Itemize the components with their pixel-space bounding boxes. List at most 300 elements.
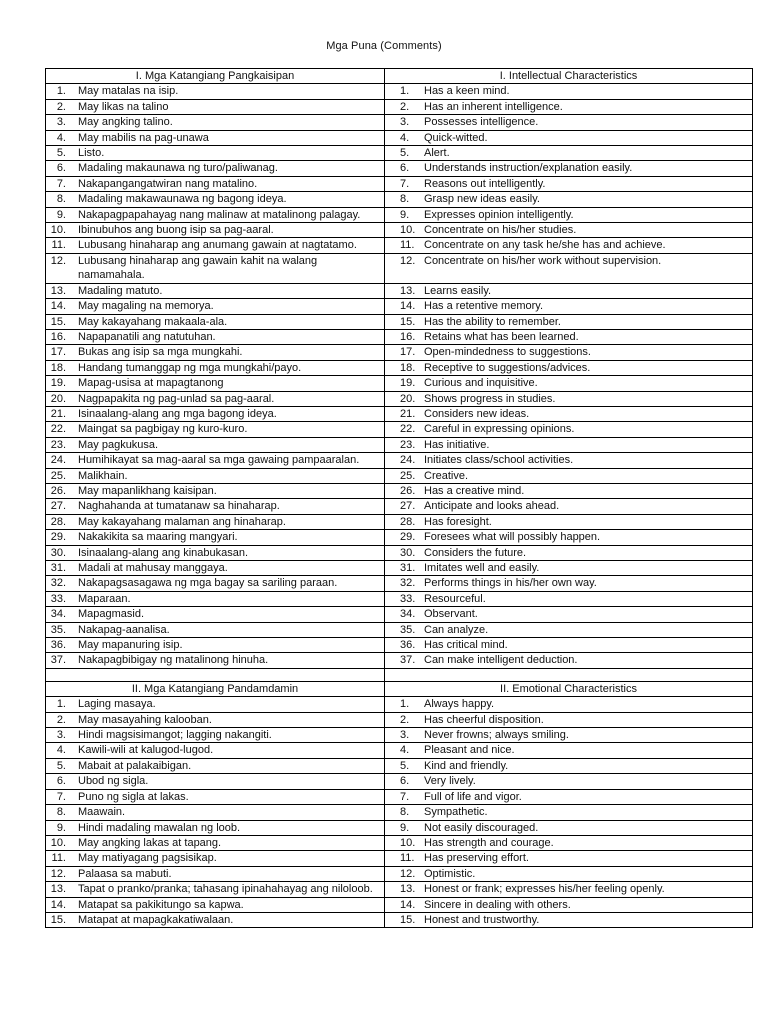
item-text-filipino: Nakapagbibigay ng matalinong hinuha. xyxy=(78,654,269,667)
list-item xyxy=(50,728,380,742)
cell-filipino xyxy=(46,499,385,514)
table-row xyxy=(46,882,753,897)
cell-english xyxy=(385,406,753,421)
list-item xyxy=(50,438,380,452)
cell-english xyxy=(385,728,753,743)
cell-english xyxy=(385,360,753,375)
cell-english xyxy=(385,774,753,789)
cell-english xyxy=(385,99,753,114)
item-text-filipino: May pagkukusa. xyxy=(78,438,159,451)
section-header-filipino: I. Mga Katangiang Pangkaisipan xyxy=(46,69,385,84)
item-number: 4. xyxy=(56,131,66,144)
cell-english xyxy=(385,283,753,298)
list-item xyxy=(50,100,380,114)
cell-filipino xyxy=(46,283,385,298)
list-item xyxy=(389,299,748,313)
cell-english xyxy=(385,314,753,329)
item-number: 31. xyxy=(400,562,416,574)
cell-filipino xyxy=(46,453,385,468)
item-text-filipino: Listo. xyxy=(78,147,105,160)
item-text-filipino: Malikhain. xyxy=(78,469,128,482)
cell-english xyxy=(385,84,753,99)
cell-filipino xyxy=(46,545,385,560)
item-number: 14. xyxy=(50,898,66,911)
table-row xyxy=(46,712,753,727)
item-number: 25. xyxy=(400,469,416,482)
cell-english xyxy=(385,743,753,758)
item-number: 12. xyxy=(50,254,66,267)
list-item xyxy=(389,759,748,773)
item-text-filipino: Ibinubuhos ang buong isip sa pag-aaral. xyxy=(78,224,274,237)
list-item xyxy=(50,453,380,467)
list-item xyxy=(389,453,748,467)
section-header-english: II. Emotional Characteristics xyxy=(385,681,753,696)
item-text-filipino: Lubusang hinaharap ang gawain kahit na walang namamahala. xyxy=(78,254,318,282)
cell-english xyxy=(385,345,753,360)
item-number: 32. xyxy=(400,577,416,590)
item-text-filipino: May kakayahang malaman ang hinaharap. xyxy=(78,515,286,528)
item-number: 3. xyxy=(400,116,410,129)
item-number: 2. xyxy=(400,100,410,113)
cell-english xyxy=(385,453,753,468)
cell-filipino xyxy=(46,115,385,130)
item-text-filipino: Handang tumanggap ng mga mungkahi/payo. xyxy=(78,361,302,374)
cell-english xyxy=(385,161,753,176)
item-text-filipino: May likas na talino xyxy=(78,100,169,113)
list-item xyxy=(389,821,748,835)
list-item xyxy=(389,115,748,129)
list-item xyxy=(50,284,380,298)
cell-english xyxy=(385,912,753,927)
item-text-english: Shows progress in studies. xyxy=(424,392,556,405)
list-item xyxy=(389,208,748,222)
item-text-english: Alert. xyxy=(424,147,450,160)
item-number: 2. xyxy=(56,100,66,113)
item-text-english: Has an inherent intelligence. xyxy=(424,100,563,113)
item-number: 12. xyxy=(50,867,66,880)
list-item xyxy=(389,422,748,436)
cell-filipino xyxy=(46,314,385,329)
item-number: 13. xyxy=(50,284,66,297)
list-item xyxy=(389,438,748,452)
cell-english xyxy=(385,176,753,191)
list-item xyxy=(50,361,380,375)
cell-english xyxy=(385,483,753,498)
list-item xyxy=(50,882,380,896)
cell-filipino xyxy=(46,758,385,773)
cell-english xyxy=(385,697,753,712)
cell-filipino xyxy=(46,376,385,391)
list-item xyxy=(389,836,748,850)
item-number: 1. xyxy=(400,698,410,711)
item-number: 3. xyxy=(400,729,410,742)
list-item xyxy=(389,728,748,742)
cell-filipino xyxy=(46,468,385,483)
item-number: 13. xyxy=(50,883,66,896)
item-number: 15. xyxy=(50,315,66,328)
item-number: 37. xyxy=(400,654,416,667)
cell-english xyxy=(385,638,753,653)
list-item xyxy=(50,836,380,850)
item-number: 36. xyxy=(400,639,416,652)
list-item xyxy=(389,546,748,560)
cell-english xyxy=(385,499,753,514)
table-row xyxy=(46,422,753,437)
list-item xyxy=(50,131,380,145)
cell-filipino xyxy=(46,84,385,99)
cell-english xyxy=(385,253,753,283)
list-item xyxy=(50,407,380,421)
item-number: 8. xyxy=(400,193,410,206)
cell-filipino xyxy=(46,774,385,789)
item-number: 9. xyxy=(56,821,66,834)
item-text-english: Considers the future. xyxy=(424,546,527,559)
cell-filipino xyxy=(46,192,385,207)
list-item xyxy=(389,469,748,483)
cell-english xyxy=(385,805,753,820)
item-number: 6. xyxy=(56,162,66,175)
cell-filipino xyxy=(46,329,385,344)
list-item xyxy=(50,638,380,652)
list-item xyxy=(50,774,380,788)
item-text-filipino: Lubusang hinaharap ang anumang gawain at nagtatamo. xyxy=(78,239,357,252)
item-number: 34. xyxy=(50,608,66,621)
table-row xyxy=(46,99,753,114)
table-row xyxy=(46,253,753,283)
item-number: 36. xyxy=(50,639,66,652)
cell-filipino xyxy=(46,238,385,253)
cell-filipino xyxy=(46,882,385,897)
spacer-cell xyxy=(46,668,385,681)
cell-filipino xyxy=(46,805,385,820)
list-item xyxy=(389,407,748,421)
item-text-filipino: Laging masaya. xyxy=(78,698,156,711)
list-item xyxy=(50,546,380,560)
item-text-english: Retains what has been learned. xyxy=(424,330,579,343)
section-header-row xyxy=(46,69,753,84)
item-number: 1. xyxy=(400,85,410,98)
item-text-english: Considers new ideas. xyxy=(424,407,530,420)
list-item xyxy=(389,223,748,237)
item-text-filipino: Ubod ng sigla. xyxy=(78,775,149,788)
list-item xyxy=(50,208,380,222)
list-item xyxy=(389,790,748,804)
item-number: 27. xyxy=(400,500,416,513)
item-number: 19. xyxy=(50,377,66,390)
item-text-filipino: Puno ng sigla at lakas. xyxy=(78,790,189,803)
item-text-filipino: Maawain. xyxy=(78,806,126,819)
item-text-filipino: Nakapag-aanalisa. xyxy=(78,623,170,636)
item-text-english: Reasons out intelligently. xyxy=(424,177,546,190)
item-text-english: Initiates class/school activities. xyxy=(424,454,574,467)
item-number: 6. xyxy=(56,775,66,788)
section-header-filipino: II. Mga Katangiang Pandamdamin xyxy=(46,681,385,696)
item-number: 17. xyxy=(50,346,66,359)
list-item xyxy=(389,530,748,544)
item-number: 17. xyxy=(400,346,416,359)
item-text-english: Careful in expressing opinions. xyxy=(424,423,575,436)
table-row xyxy=(46,866,753,881)
cell-filipino xyxy=(46,422,385,437)
item-number: 6. xyxy=(400,775,410,788)
list-item xyxy=(389,713,748,727)
item-text-filipino: Nakakikita sa maaring mangyari. xyxy=(78,531,238,544)
cell-filipino xyxy=(46,851,385,866)
item-number: 5. xyxy=(400,147,410,160)
list-item xyxy=(50,592,380,606)
item-text-filipino: Hindi madaling mawalan ng loob. xyxy=(78,821,241,834)
section-header-row xyxy=(46,681,753,696)
item-number: 29. xyxy=(400,531,416,544)
cell-english xyxy=(385,607,753,622)
list-item xyxy=(50,392,380,406)
list-item xyxy=(389,607,748,621)
item-number: 1. xyxy=(56,85,66,98)
item-number: 30. xyxy=(400,546,416,559)
list-item xyxy=(50,867,380,881)
cell-filipino xyxy=(46,591,385,606)
item-number: 28. xyxy=(400,515,416,528)
item-number: 8. xyxy=(56,193,66,206)
list-item xyxy=(389,638,748,652)
table-row xyxy=(46,283,753,298)
item-number: 21. xyxy=(400,407,416,420)
item-number: 11. xyxy=(400,239,415,252)
item-text-filipino: May mapanuring isip. xyxy=(78,639,183,652)
table-row xyxy=(46,638,753,653)
cell-english xyxy=(385,591,753,606)
item-number: 8. xyxy=(56,806,66,819)
item-number: 20. xyxy=(400,392,416,405)
item-number: 15. xyxy=(400,913,416,926)
list-item xyxy=(50,898,380,912)
list-item xyxy=(389,805,748,819)
item-text-english: Imitates well and easily. xyxy=(424,562,540,574)
list-item xyxy=(389,284,748,298)
cell-english xyxy=(385,207,753,222)
item-text-filipino: May matiyagang pagsisikap. xyxy=(78,852,217,865)
list-item xyxy=(389,499,748,513)
list-item xyxy=(389,697,748,711)
cell-english xyxy=(385,192,753,207)
cell-filipino xyxy=(46,360,385,375)
cell-english xyxy=(385,622,753,637)
item-number: 11. xyxy=(51,852,66,865)
item-number: 4. xyxy=(56,744,66,757)
cell-filipino xyxy=(46,253,385,283)
list-item xyxy=(50,851,380,865)
item-number: 16. xyxy=(400,330,416,343)
item-number: 7. xyxy=(56,177,66,190)
item-number: 9. xyxy=(400,208,410,221)
table-row xyxy=(46,468,753,483)
cell-english xyxy=(385,712,753,727)
list-item xyxy=(389,592,748,606)
cell-english xyxy=(385,653,753,668)
cell-english xyxy=(385,115,753,130)
item-text-english: Pleasant and nice. xyxy=(424,744,515,757)
cell-english xyxy=(385,376,753,391)
list-item xyxy=(389,576,748,590)
list-item xyxy=(389,177,748,191)
item-text-english: Has cheerful disposition. xyxy=(424,713,544,726)
item-text-english: Sincere in dealing with others. xyxy=(424,898,571,911)
table-row xyxy=(46,345,753,360)
cell-filipino xyxy=(46,146,385,161)
list-item xyxy=(389,623,748,637)
cell-english xyxy=(385,758,753,773)
list-item xyxy=(50,484,380,498)
item-number: 20. xyxy=(50,392,66,405)
item-text-filipino: Maparaan. xyxy=(78,592,131,605)
list-item xyxy=(50,345,380,359)
item-number: 34. xyxy=(400,608,416,621)
table-row xyxy=(46,376,753,391)
list-item xyxy=(389,392,748,406)
cell-filipino xyxy=(46,897,385,912)
list-item xyxy=(389,376,748,390)
table-row xyxy=(46,391,753,406)
item-number: 5. xyxy=(56,147,66,160)
table-row xyxy=(46,820,753,835)
item-number: 4. xyxy=(400,744,410,757)
list-item xyxy=(50,469,380,483)
section-header-english: I. Intellectual Characteristics xyxy=(385,69,753,84)
comments-table xyxy=(45,68,753,928)
item-number: 10. xyxy=(400,836,416,849)
item-number: 3. xyxy=(56,729,66,742)
item-text-english: Concentrate on his/her work without supervision. xyxy=(424,254,662,267)
item-number: 23. xyxy=(400,438,416,451)
cell-english xyxy=(385,422,753,437)
item-number: 21. xyxy=(50,407,66,420)
list-item xyxy=(389,484,748,498)
item-number: 35. xyxy=(50,623,66,636)
item-number: 4. xyxy=(400,131,410,144)
list-item xyxy=(50,238,380,252)
cell-english xyxy=(385,329,753,344)
item-text-filipino: Madaling makawaunawa ng bagong ideya. xyxy=(78,193,287,206)
cell-filipino xyxy=(46,697,385,712)
item-number: 15. xyxy=(50,913,66,926)
item-text-filipino: May kakayahang makaala-ala. xyxy=(78,315,228,328)
item-text-filipino: Matapat at mapagkakatiwalaan. xyxy=(78,913,234,926)
cell-english xyxy=(385,897,753,912)
item-number: 14. xyxy=(400,898,416,911)
item-text-english: Quick-witted. xyxy=(424,131,488,144)
list-item xyxy=(50,913,380,927)
cell-filipino xyxy=(46,743,385,758)
cell-filipino xyxy=(46,299,385,314)
cell-filipino xyxy=(46,576,385,591)
item-text-filipino: Madali at mahusay manggaya. xyxy=(78,562,228,574)
item-number: 26. xyxy=(400,484,416,497)
item-number: 33. xyxy=(50,592,66,605)
table-row xyxy=(46,499,753,514)
cell-filipino xyxy=(46,161,385,176)
item-number: 30. xyxy=(50,546,66,559)
list-item xyxy=(389,131,748,145)
item-text-filipino: Bukas ang isip sa mga mungkahi. xyxy=(78,346,243,359)
item-text-filipino: Madaling matuto. xyxy=(78,284,163,297)
cell-english xyxy=(385,820,753,835)
section-spacer-row xyxy=(46,668,753,681)
table-row xyxy=(46,453,753,468)
table-row xyxy=(46,514,753,529)
item-text-english: Very lively. xyxy=(424,775,476,788)
cell-english xyxy=(385,238,753,253)
item-text-english: Resourceful. xyxy=(424,592,486,605)
item-text-filipino: Mapag-usisa at mapagtanong xyxy=(78,377,224,390)
cell-filipino xyxy=(46,130,385,145)
table-row xyxy=(46,84,753,99)
cell-english xyxy=(385,545,753,560)
list-item xyxy=(50,805,380,819)
item-number: 7. xyxy=(56,790,66,803)
item-text-english: Has a retentive memory. xyxy=(424,300,544,313)
item-number: 14. xyxy=(400,300,416,313)
item-text-english: Never frowns; always smiling. xyxy=(424,729,569,742)
item-text-english: Concentrate on his/her studies. xyxy=(424,224,577,237)
table-row xyxy=(46,653,753,668)
item-text-english: Grasp new ideas easily. xyxy=(424,193,540,206)
item-text-english: Has a creative mind. xyxy=(424,484,525,497)
item-text-english: Sympathetic. xyxy=(424,806,488,819)
item-text-english: Can analyze. xyxy=(424,623,489,636)
item-number: 1. xyxy=(56,698,66,711)
cell-filipino xyxy=(46,345,385,360)
list-item xyxy=(389,238,748,252)
item-number: 27. xyxy=(50,500,66,513)
item-text-english: Has the ability to remember. xyxy=(424,315,561,328)
item-text-english: Honest or frank; expresses his/her feeling openly. xyxy=(424,883,665,896)
item-number: 12. xyxy=(400,867,416,880)
spacer-cell xyxy=(385,668,753,681)
list-item xyxy=(50,192,380,206)
item-text-english: Has a keen mind. xyxy=(424,85,510,98)
table-row xyxy=(46,207,753,222)
list-item xyxy=(50,576,380,590)
item-number: 28. xyxy=(50,515,66,528)
item-text-filipino: May magaling na memorya. xyxy=(78,300,214,313)
table-row xyxy=(46,161,753,176)
cell-filipino xyxy=(46,514,385,529)
cell-filipino xyxy=(46,99,385,114)
item-text-filipino: Naghahanda at tumatanaw sa hinaharap. xyxy=(78,500,280,513)
cell-filipino xyxy=(46,391,385,406)
table-row xyxy=(46,406,753,421)
list-item xyxy=(50,713,380,727)
cell-filipino xyxy=(46,437,385,452)
item-number: 12. xyxy=(400,254,416,267)
table-row xyxy=(46,805,753,820)
item-text-filipino: Napapanatili ang natutuhan. xyxy=(78,330,216,343)
cell-english xyxy=(385,468,753,483)
list-item xyxy=(389,882,748,896)
item-number: 2. xyxy=(56,713,66,726)
item-number: 25. xyxy=(50,469,66,482)
item-number: 22. xyxy=(400,423,416,436)
item-number: 13. xyxy=(400,883,416,896)
list-item xyxy=(389,515,748,529)
table-row xyxy=(46,607,753,622)
item-text-filipino: May angking talino. xyxy=(78,116,173,129)
table-row xyxy=(46,743,753,758)
item-text-filipino: May masayahing kalooban. xyxy=(78,713,212,726)
item-number: 15. xyxy=(400,315,416,328)
item-text-english: Kind and friendly. xyxy=(424,759,509,772)
table-row xyxy=(46,591,753,606)
